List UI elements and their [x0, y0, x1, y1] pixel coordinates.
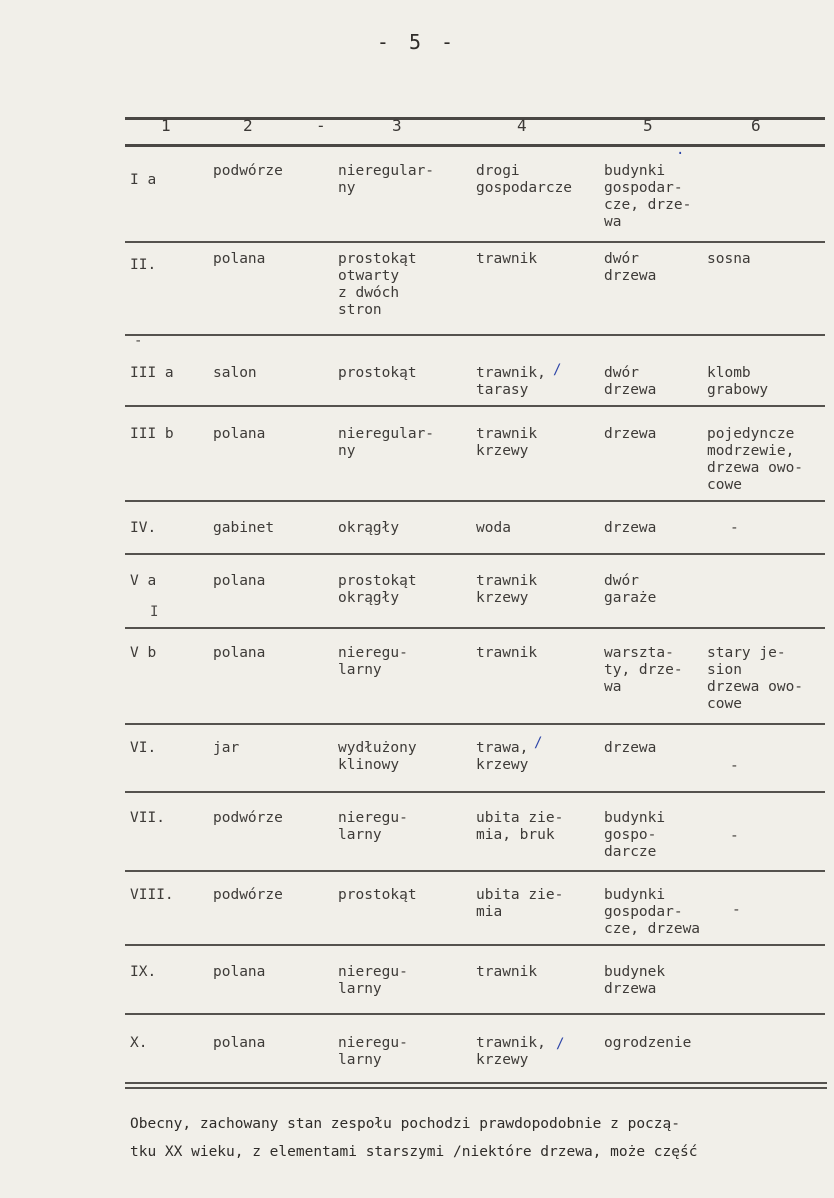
table-cell-type: jar [213, 740, 240, 756]
table-cell-surface: trawa, krzewy [476, 740, 529, 773]
row-rule [125, 334, 825, 336]
table-cell-type: podwórze [213, 810, 283, 826]
table-cell-surface: drogi gospodarcze [476, 163, 573, 196]
table-cell-accent: - [730, 758, 739, 774]
table-bottom-double-rule [125, 1082, 827, 1089]
table-cell-zone: VIII. [130, 887, 174, 903]
table-cell-type: polana [213, 964, 266, 980]
table-cell-surface: trawnik, tarasy [476, 365, 546, 398]
margin-i-mark: I [150, 604, 159, 620]
blue-pen-tick: / [553, 362, 562, 378]
row-rule [125, 241, 825, 243]
table-cell-type: gabinet [213, 520, 275, 536]
row-rule [125, 1013, 825, 1015]
table-cell-zone: III a [130, 365, 174, 381]
table-cell-shape: nieregu- larny [338, 810, 408, 843]
page-number: - 5 - [376, 30, 458, 54]
column-header-3: 3 [392, 116, 402, 135]
table-cell-zone: III b [130, 426, 174, 442]
table-cell-type: polana [213, 573, 266, 589]
table-cell-type: polana [213, 1035, 266, 1051]
table-cell-surface: trawnik krzewy [476, 573, 538, 606]
table-cell-surface: trawnik krzewy [476, 426, 538, 459]
table-cell-surface: woda [476, 520, 511, 536]
table-cell-type: salon [213, 365, 257, 381]
table-cell-zone: I a [130, 172, 157, 188]
table-cell-type: polana [213, 426, 266, 442]
table-cell-shape: nieregular- ny [338, 163, 435, 196]
table-cell-shape: prostokąt [338, 887, 417, 903]
table-cell-zone: IV. [130, 520, 157, 536]
column-header-4: 4 [517, 116, 527, 135]
table-cell-accent: sosna [707, 251, 751, 267]
table-cell-surface: trawnik [476, 645, 538, 661]
table-cell-enclosure: drzewa [604, 520, 657, 536]
table-cell-shape: nieregular- ny [338, 426, 435, 459]
table-cell-enclosure: warszta- ty, drze- wa [604, 645, 683, 695]
row-rule [125, 944, 825, 946]
body-paragraph: Obecny, zachowany stan zespołu pochodzi prawdopodobnie z począ- tku XX wieku, z elementami starszymi /niektóre drzewa, może część [130, 1116, 698, 1160]
table-cell-zone: II. [130, 257, 157, 273]
table-cell-accent: - [730, 520, 739, 536]
table-cell-shape: nieregu- larny [338, 1035, 408, 1068]
margin-dash-mark: - [134, 333, 143, 349]
table-cell-accent: klomb grabowy [707, 365, 769, 398]
table-cell-shape: prostokąt okrągły [338, 573, 417, 606]
column-header-2: 2 [243, 116, 253, 135]
table-cell-enclosure: budynki gospodar- cze, drzewa [604, 887, 701, 937]
table-cell-shape: nieregu- larny [338, 964, 408, 997]
table-cell-enclosure: dwór drzewa [604, 251, 657, 284]
table-cell-surface: trawnik [476, 251, 538, 267]
row-rule [125, 627, 825, 629]
table-cell-zone: VII. [130, 810, 165, 826]
table-cell-enclosure: drzewa [604, 426, 657, 442]
table-cell-enclosure: dwór drzewa [604, 365, 657, 398]
row-rule [125, 723, 825, 725]
table-cell-accent: stary je- sion drzewa owo- cowe [707, 645, 804, 712]
table-cell-accent: - [730, 828, 739, 844]
table-cell-enclosure: budynek drzewa [604, 964, 666, 997]
blue-pen-dot: · [676, 146, 685, 162]
table-cell-shape: prostokąt otwarty z dwóch stron [338, 251, 417, 318]
table-cell-type: podwórze [213, 887, 283, 903]
table-cell-shape: wydłużony klinowy [338, 740, 417, 773]
table-cell-type: polana [213, 251, 266, 267]
table-cell-enclosure: budynki gospodar- cze, drze- wa [604, 163, 692, 230]
table-cell-enclosure: budynki gospo- darcze [604, 810, 666, 860]
row-rule [125, 791, 825, 793]
column-header-5: 5 [643, 116, 653, 135]
table-cell-shape: nieregu- larny [338, 645, 408, 678]
table-cell-surface: trawnik [476, 964, 538, 980]
blue-pen-tick: / [556, 1036, 565, 1052]
table-cell-surface: ubita zie- mia, bruk [476, 810, 564, 843]
row-rule [125, 870, 825, 872]
row-rule [125, 553, 825, 555]
table-cell-type: podwórze [213, 163, 283, 179]
table-cell-enclosure: ogrodzenie [604, 1035, 692, 1051]
table-cell-enclosure: dwór garaże [604, 573, 657, 606]
table-cell-surface: trawnik, krzewy [476, 1035, 546, 1068]
column-header-1: 1 [161, 116, 171, 135]
table-cell-enclosure: drzewa [604, 740, 657, 756]
table-cell-zone: X. [130, 1035, 148, 1051]
table-cell-shape: okrągły [338, 520, 400, 536]
table-cell-zone: V b [130, 645, 157, 661]
row-rule [125, 405, 825, 407]
row-rule [125, 500, 825, 502]
header-bottom-rule [125, 144, 825, 147]
table-cell-zone: IX. [130, 964, 157, 980]
table-cell-shape: prostokąt [338, 365, 417, 381]
table-cell-zone: VI. [130, 740, 157, 756]
table-top-rule [125, 117, 825, 120]
column-header-dash: - [316, 116, 326, 135]
blue-pen-tick: / [534, 735, 543, 751]
table-cell-accent: pojedyncze modrzewie, drzewa owo- cowe [707, 426, 804, 493]
table-cell-surface: ubita zie- mia [476, 887, 564, 920]
table-cell-zone: V a [130, 573, 157, 589]
table-cell-accent: - [732, 902, 741, 918]
table-cell-type: polana [213, 645, 266, 661]
column-header-6: 6 [751, 116, 761, 135]
